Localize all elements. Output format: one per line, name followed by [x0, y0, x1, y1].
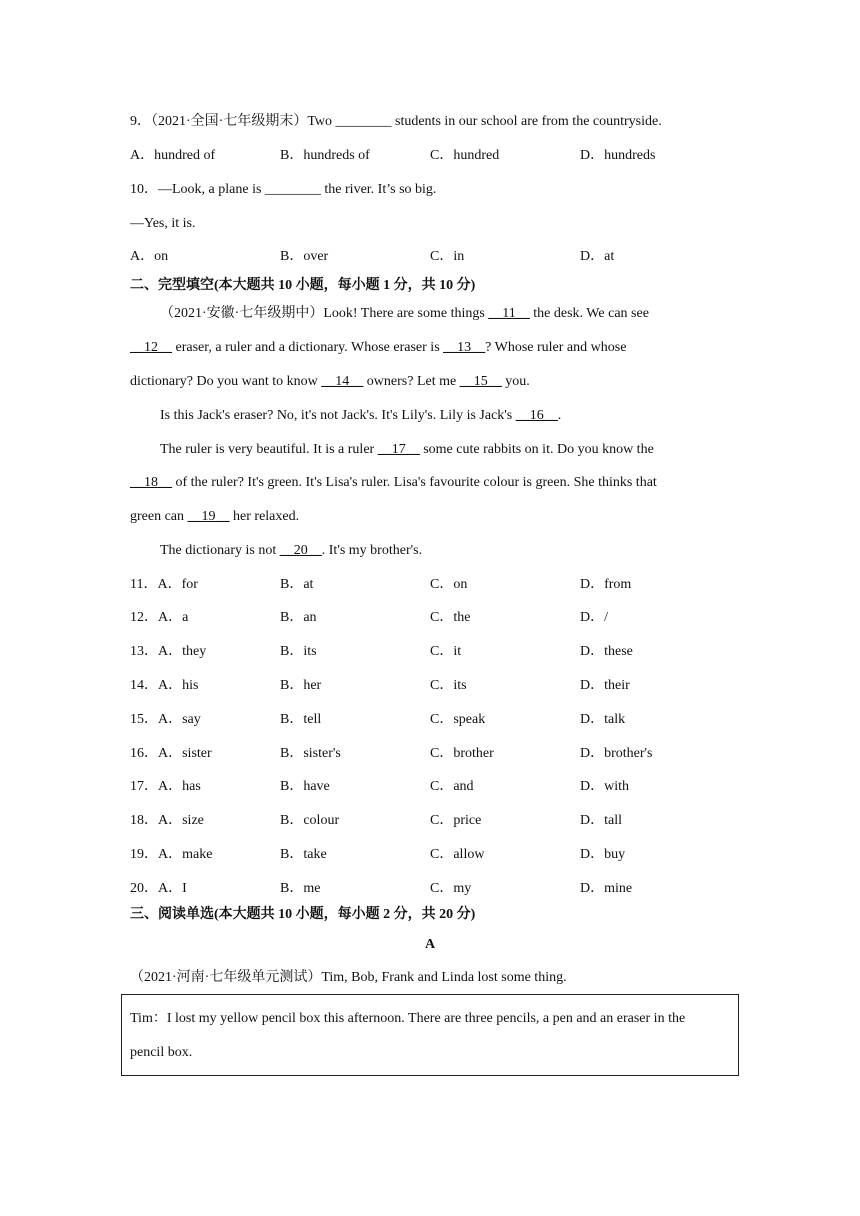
blank-18: __18__ [130, 475, 172, 490]
blank-12: __12__ [130, 340, 172, 355]
cloze-p4: The dictionary is not __20__. It's my brother's. [160, 543, 423, 558]
blank-15: __15__ [459, 374, 502, 389]
cloze-p3-line2: __18__ of the ruler? It's green. It's Lisa's ruler. Lisa's favourite colour is green. She thinks that [130, 475, 657, 490]
blank-20: __20__ [279, 543, 322, 558]
q9-option-d: D．hundreds [580, 148, 656, 163]
cloze-p1-line3: dictionary? Do you want to know __14__ owners? Let me __15__ you. [130, 374, 530, 389]
section-2-heading: 二、完型填空(本大题共 10 小题，每小题 1 分，共 10 分) [130, 278, 476, 293]
reading-text-box [121, 994, 739, 1076]
blank-13: __13__ [443, 340, 486, 355]
question-10-stem: 10．—Look, a plane is ________ the river. It’s so big. [130, 182, 437, 197]
cloze-p3-line3: green can __19__ her relaxed. [130, 509, 300, 524]
q10-option-d: D．at [580, 249, 615, 264]
box-line-2: pencil box. [130, 1045, 193, 1060]
cloze-p1-line2: __12__ eraser, a ruler and a dictionary. Whose eraser is __13__? Whose ruler and whose [130, 340, 627, 355]
blank-11: __11__ [488, 306, 530, 321]
cloze-p1-line1: （2021·安徽·七年级期中）Look! There are some things __11__ the desk. We can see [160, 306, 649, 321]
box-line-1: Tim：I lost my yellow pencil box this afternoon. There are three pencils, a pen and an eraser in the [130, 1011, 686, 1026]
blank-16: __16__ [515, 408, 558, 423]
q9-option-b: B．hundreds of [280, 148, 370, 163]
q9-option-a: A．hundred of [130, 148, 216, 163]
blank-14: __14__ [321, 374, 364, 389]
blank-19: __19__ [187, 509, 230, 524]
q10-option-b: B．over [280, 249, 329, 264]
cloze-p3-line1: The ruler is very beautiful. It is a ruler __17__ some cute rabbits on it. Do you know the [160, 442, 654, 457]
question-9-stem: 9．（2021·全国·七年级期末）Two ________ students in our school are from the countryside. [130, 114, 662, 129]
q10-option-a: A．on [130, 249, 169, 264]
reading-part-label: A [424, 937, 436, 952]
section-3-heading: 三、阅读单选(本大题共 10 小题，每小题 2 分，共 20 分) [130, 907, 476, 922]
q10-option-c: C．in [430, 249, 465, 264]
reading-intro: （2021·河南·七年级单元测试）Tim, Bob, Frank and Linda lost some thing. [130, 970, 567, 985]
q9-option-c: C．hundred [430, 148, 500, 163]
cloze-p2: Is this Jack's eraser? No, it's not Jack's. It's Lily's. Lily is Jack's __16__. [160, 408, 562, 423]
blank-17: __17__ [377, 442, 420, 457]
question-10-reply: —Yes, it is. [130, 216, 196, 231]
